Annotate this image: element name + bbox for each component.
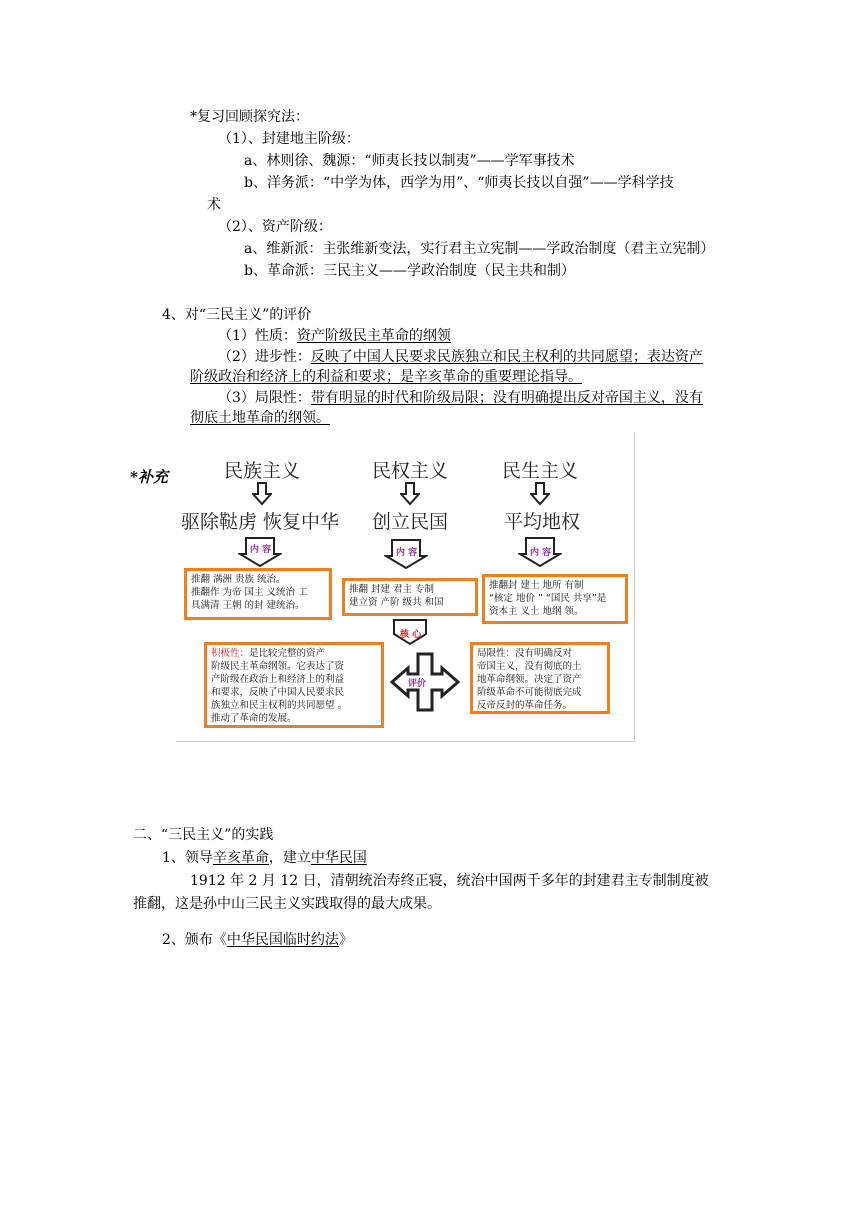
practice-item-1-mid: ，建立 [268, 850, 311, 866]
arrow-down-icon [530, 482, 550, 506]
review-item-2b: b、革命派：三民主义——学政治制度（民主共和制） [244, 263, 575, 279]
goal-livelihood: 平均地权 [504, 511, 581, 533]
content-tag: 内 容 [396, 548, 418, 558]
review-heading: *复习回顾探究法： [190, 109, 309, 125]
progress-text-1: 反映了中国人民要求民族独立和民主权利的共同愿望；表达资产 [310, 349, 703, 365]
review-group-1: （1）、封建地主阶级： [218, 131, 360, 147]
limitation-text: 没有明确反对 帝国主义，没有彻底的土 地革命纲领。决定了资产 阶级革命不可能彻底完成 反帝反封的革命任务。 [477, 648, 582, 711]
provisional-constitution-text: 中华民国临时约法 [226, 932, 339, 948]
goal-nationalism: 驱除鞑虏 恢复中华 [181, 511, 340, 533]
practice-item-2 [162, 931, 353, 949]
nature-text: 资产阶级民主革命的纲领 [296, 328, 451, 344]
practice-heading: 二、“三民主义”的实践 [133, 827, 274, 843]
practice-item-2-pre: 2、颁布《 [162, 932, 227, 948]
content-box-livelihood: 推翻封 建土 地所 有制 “核定 地价 ” “国民 共享”是 资本主 义土 地纲 领。 [482, 574, 628, 624]
limit-text-1: 带有明显的时代和阶级局限；没有明确提出反对帝国主义，没有 [310, 390, 703, 406]
review-item-1b: b、洋务派：“中学为体，西学为用”、“师夷长技以自强”——学科学技 [244, 175, 674, 191]
limit-row [218, 389, 703, 407]
review-group-2: （2）、资产阶级： [218, 219, 332, 235]
limitation-evaluation-box [470, 642, 610, 714]
arrow-down-icon [400, 482, 420, 506]
practice-item-1-pre: 1、领导 [162, 850, 213, 866]
principle-nationalism: 民族主义 [224, 460, 301, 482]
nature-label: （1）性质： [218, 328, 297, 344]
nature-row [218, 327, 451, 345]
positive-evaluation-box [204, 642, 384, 728]
content-tag: 内 容 [530, 548, 552, 558]
supplement-label: *补充 [130, 468, 168, 486]
core-tag: 核 心 [400, 630, 422, 640]
practice-paragraph-line-1: 1912 年 2 月 12 日，清朝统治寿终正寝，统治中国两千多年的封建君主专制制度被 [190, 873, 709, 889]
evaluate-tag: 评价 [408, 679, 427, 689]
review-item-2a: a、维新派：主张维新变法，实行君主立宪制——学政治制度（君主立宪制） [244, 241, 715, 257]
progress-label: （2）进步性： [218, 349, 311, 365]
progress-text-2: 阶级政治和经济上的利益和要求；是辛亥革命的重要理论指导。 [190, 369, 582, 385]
principle-livelihood: 民生主义 [502, 460, 579, 482]
review-item-1a: a、林则徐、魏源：“师夷长技以制夷”——学军事技术 [244, 153, 575, 169]
limitation-label: 局限性： [477, 648, 516, 659]
arrow-down-icon [252, 482, 272, 506]
three-principles-figure [176, 432, 635, 742]
review-item-1b-cont: 术 [207, 197, 221, 213]
limit-label: （3）局限性： [218, 390, 311, 406]
content-box-nationalism: 推翻 满洲 贵族 统治。 推翻作 为帝 国主 义统治 工 具满清 王朝 的封 建统治。 [184, 568, 332, 620]
progress-row [218, 348, 703, 366]
evaluation-heading: 4、对“三民主义”的评价 [162, 307, 312, 323]
content-box-democracy: 推翻 封建 君主 专制 建立资 产阶 级共 和国 [342, 578, 478, 616]
positive-text: 是比较完整的资产 阶级民主革命纲领。它表达了资 产阶级在政治上和经济上的利益 和要求，反映了中国人民要求民 族独立和民主权利的共同愿望 。 推动了革命的发展。 [211, 648, 348, 724]
content-tag: 内 容 [250, 545, 272, 555]
roc-text: 中华民国 [310, 850, 367, 866]
xinhai-revolution-text: 辛亥革命 [212, 850, 269, 866]
limit-text-2: 彻底土地革命的纲领。 [190, 410, 330, 426]
positive-label: 积极性： [211, 648, 250, 659]
principle-democracy: 民权主义 [372, 460, 449, 482]
practice-item-1 [162, 849, 367, 867]
practice-item-2-post: 》 [338, 932, 353, 948]
practice-paragraph-line-2: 推翻，这是孙中山三民主义实践取得的最大成果。 [133, 896, 441, 912]
goal-democracy: 创立民国 [372, 511, 449, 533]
